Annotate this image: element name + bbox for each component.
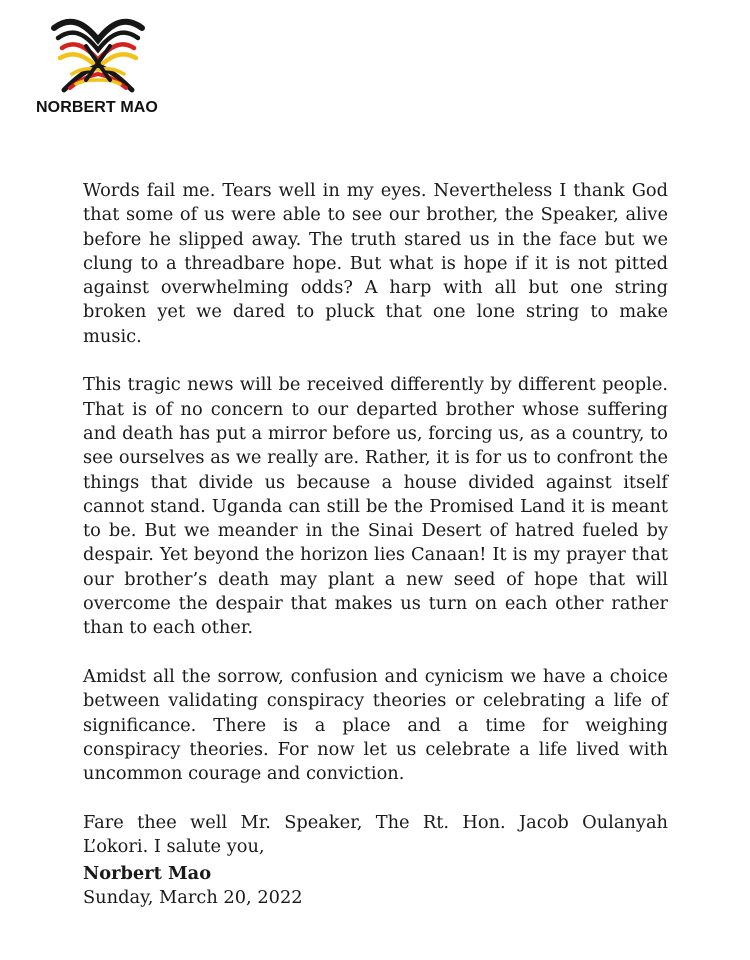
letter-paragraph: Amidst all the sorrow, confusion and cynicism we have a choice between validating conspiracy theories or celebrating a life of significance. There is a place and a time for weighing conspiracy theories. For now let us celebrate a life lived with uncommon courage and conviction. bbox=[83, 665, 668, 785]
letterhead-name: NORBERT MAO bbox=[36, 99, 158, 116]
letterhead bbox=[36, 18, 166, 118]
signature-name: Norbert Mao bbox=[83, 863, 212, 884]
letter-paragraph: This tragic news will be received differently by different people. That is of no concern to our departed brother whose suffering and death has put a mirror before us, forcing us, as a country, to see ourselves as we really are. Rather, it is for us to confront the things that divide us because a house divided against itself cannot stand. Uganda can still be the Promised Land it is meant to be. But we meander in the Sinai Desert of hatred fueled by despair. Yet beyond the horizon lies Canaan! It is my prayer that our brother’s death may plant a new seed of hope that will overcome the despair that makes us turn on each other rather than to each other. bbox=[83, 374, 668, 639]
interwoven-ribbon-logo-icon bbox=[50, 18, 146, 96]
signature-date: Sunday, March 20, 2022 bbox=[83, 887, 303, 908]
letter-paragraph: Words fail me. Tears well in my eyes. Nevertheless I thank God that some of us were able to see our brother, the Speaker, alive before he slipped away. The truth stared us in the face but we clung to a threadbare hope. But what is hope if it is not pitted against overwhelming odds? A harp with all but one string broken yet we dared to pluck that one lone string to make music. bbox=[83, 180, 668, 347]
letter-paragraph: Fare thee well Mr. Speaker, The Rt. Hon. Jacob Oulanyah L’okori. I salute you, bbox=[83, 811, 668, 858]
letter-body bbox=[83, 179, 668, 884]
